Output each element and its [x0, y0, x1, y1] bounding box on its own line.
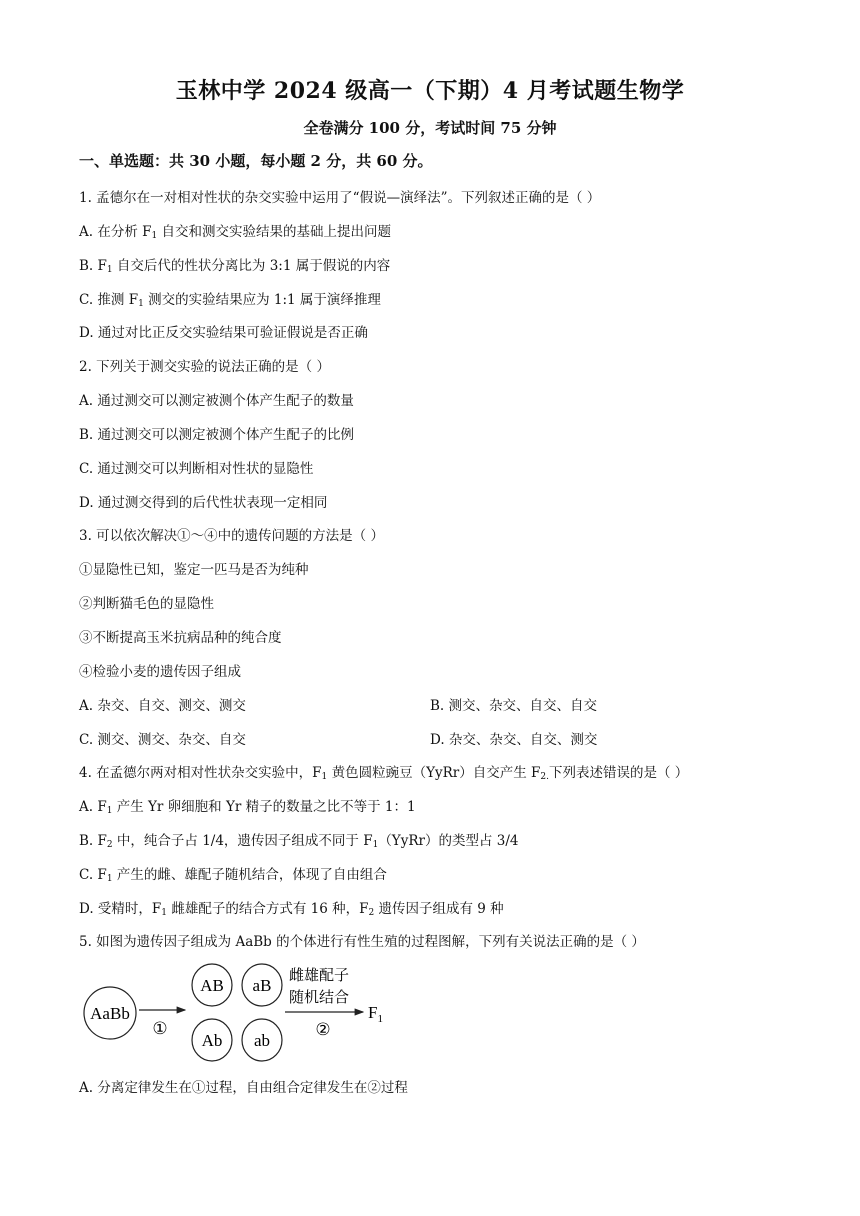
q3-option-b: B. 测交、杂交、自交、自交: [430, 698, 598, 714]
q1-option-c: C. 推测 $F_1$ 测交的实验结果应为 1:1 属于演绎推理: [79, 292, 381, 309]
gamete-ab-lower-b: Ab: [201, 1031, 223, 1050]
q1-option-d: D. 通过对比正反交实验结果可验证假说是否正确: [79, 325, 368, 341]
q3-stem: 3. 可以依次解决①～④中的遗传问题的方法是（ ）: [79, 528, 384, 544]
q5-option-a: A. 分离定律发生在①过程，自由组合定律发生在②过程: [79, 1080, 408, 1096]
page-title: 玉林中学 2024 级高一（下期）4 月考试题生物学: [175, 78, 685, 104]
q2-option-b: B. 通过测交可以测定被测个体产生配子的比例: [79, 427, 355, 443]
section-heading: 一、单选题：共 30 小题，每小题 2 分，共 60 分。: [79, 152, 433, 170]
q3-option-c: C. 测交、测交、杂交、自交: [79, 732, 246, 748]
step-2-label: ②: [315, 1020, 331, 1039]
q3-item-2: ②判断猫毛色的显隐性: [79, 596, 214, 612]
q1-option-b: B. $F_1$ 自交后代的性状分离比为 3:1 属于假说的内容: [79, 258, 391, 275]
gamete-diagram: [79, 958, 409, 1068]
gamete-ab-upper: AB: [200, 976, 224, 995]
parent-genotype: AaBb: [90, 1004, 130, 1023]
random-fusion-label-1: 雌雄配子: [289, 966, 350, 984]
exam-info: 全卷满分 100 分，考试时间 75 分钟: [303, 119, 557, 137]
q2-option-a: A. 通过测交可以测定被测个体产生配子的数量: [79, 393, 354, 409]
q4-option-b: B. $F_2$ 中，纯合子占 1/4，遗传因子组成不同于 $F_1(YyRr)$的类型占 3/4: [79, 833, 519, 850]
q1-stem: 1. 孟德尔在一对相对性状的杂交实验中运用了“假说—演绎法”。下列叙述正确的是（ ）: [79, 190, 601, 206]
q2-stem: 2. 下列关于测交实验的说法正确的是（ ）: [79, 359, 330, 375]
q4-stem: 4. 在孟德尔两对相对性状杂交实验中，$F_1$ 黄色圆粒豌豆（YyRr）自交产生 $F_{2.}$下列表述错误的是（ ）: [79, 765, 689, 782]
q4-option-d: D. 受精时，$F_1$ 雌雄配子的结合方式有 16 种，$F_2$ 遗传因子组成有 9 种: [79, 901, 504, 918]
f1-label: $F_1$: [368, 1003, 383, 1025]
q4-option-a: A. $F_1$ 产生 Yr 卵细胞和 Yr 精子的数量之比不等于 1：1: [79, 799, 416, 816]
random-fusion-label-2: 随机结合: [289, 988, 350, 1006]
step-1-label: ①: [152, 1019, 168, 1038]
gamete-ab-lower-a: aB: [252, 976, 272, 995]
q3-item-1: ①显隐性已知，鉴定一匹马是否为纯种: [79, 562, 309, 578]
gamete-ab-lowercase: ab: [253, 1031, 271, 1050]
q1-option-a: A. 在分析 $F_1$ 自交和测交实验结果的基础上提出问题: [79, 224, 392, 241]
q3-option-a: A. 杂交、自交、测交、测交: [79, 698, 246, 714]
q2-option-c: C. 通过测交可以判断相对性状的显隐性: [79, 461, 314, 477]
q3-option-d: D. 杂交、杂交、自交、测交: [430, 732, 598, 748]
q4-option-c: C. $F_1$ 产生的雌、雄配子随机结合，体现了自由组合: [79, 867, 387, 884]
q3-item-4: ④检验小麦的遗传因子组成: [79, 664, 241, 680]
q2-option-d: D. 通过测交得到的后代性状表现一定相同: [79, 495, 328, 511]
q5-stem: 5. 如图为遗传因子组成为 AaBb 的个体进行有性生殖的过程图解，下列有关说法正确的是（ ）: [79, 934, 645, 950]
q3-item-3: ③不断提高玉米抗病品种的纯合度: [79, 630, 282, 646]
